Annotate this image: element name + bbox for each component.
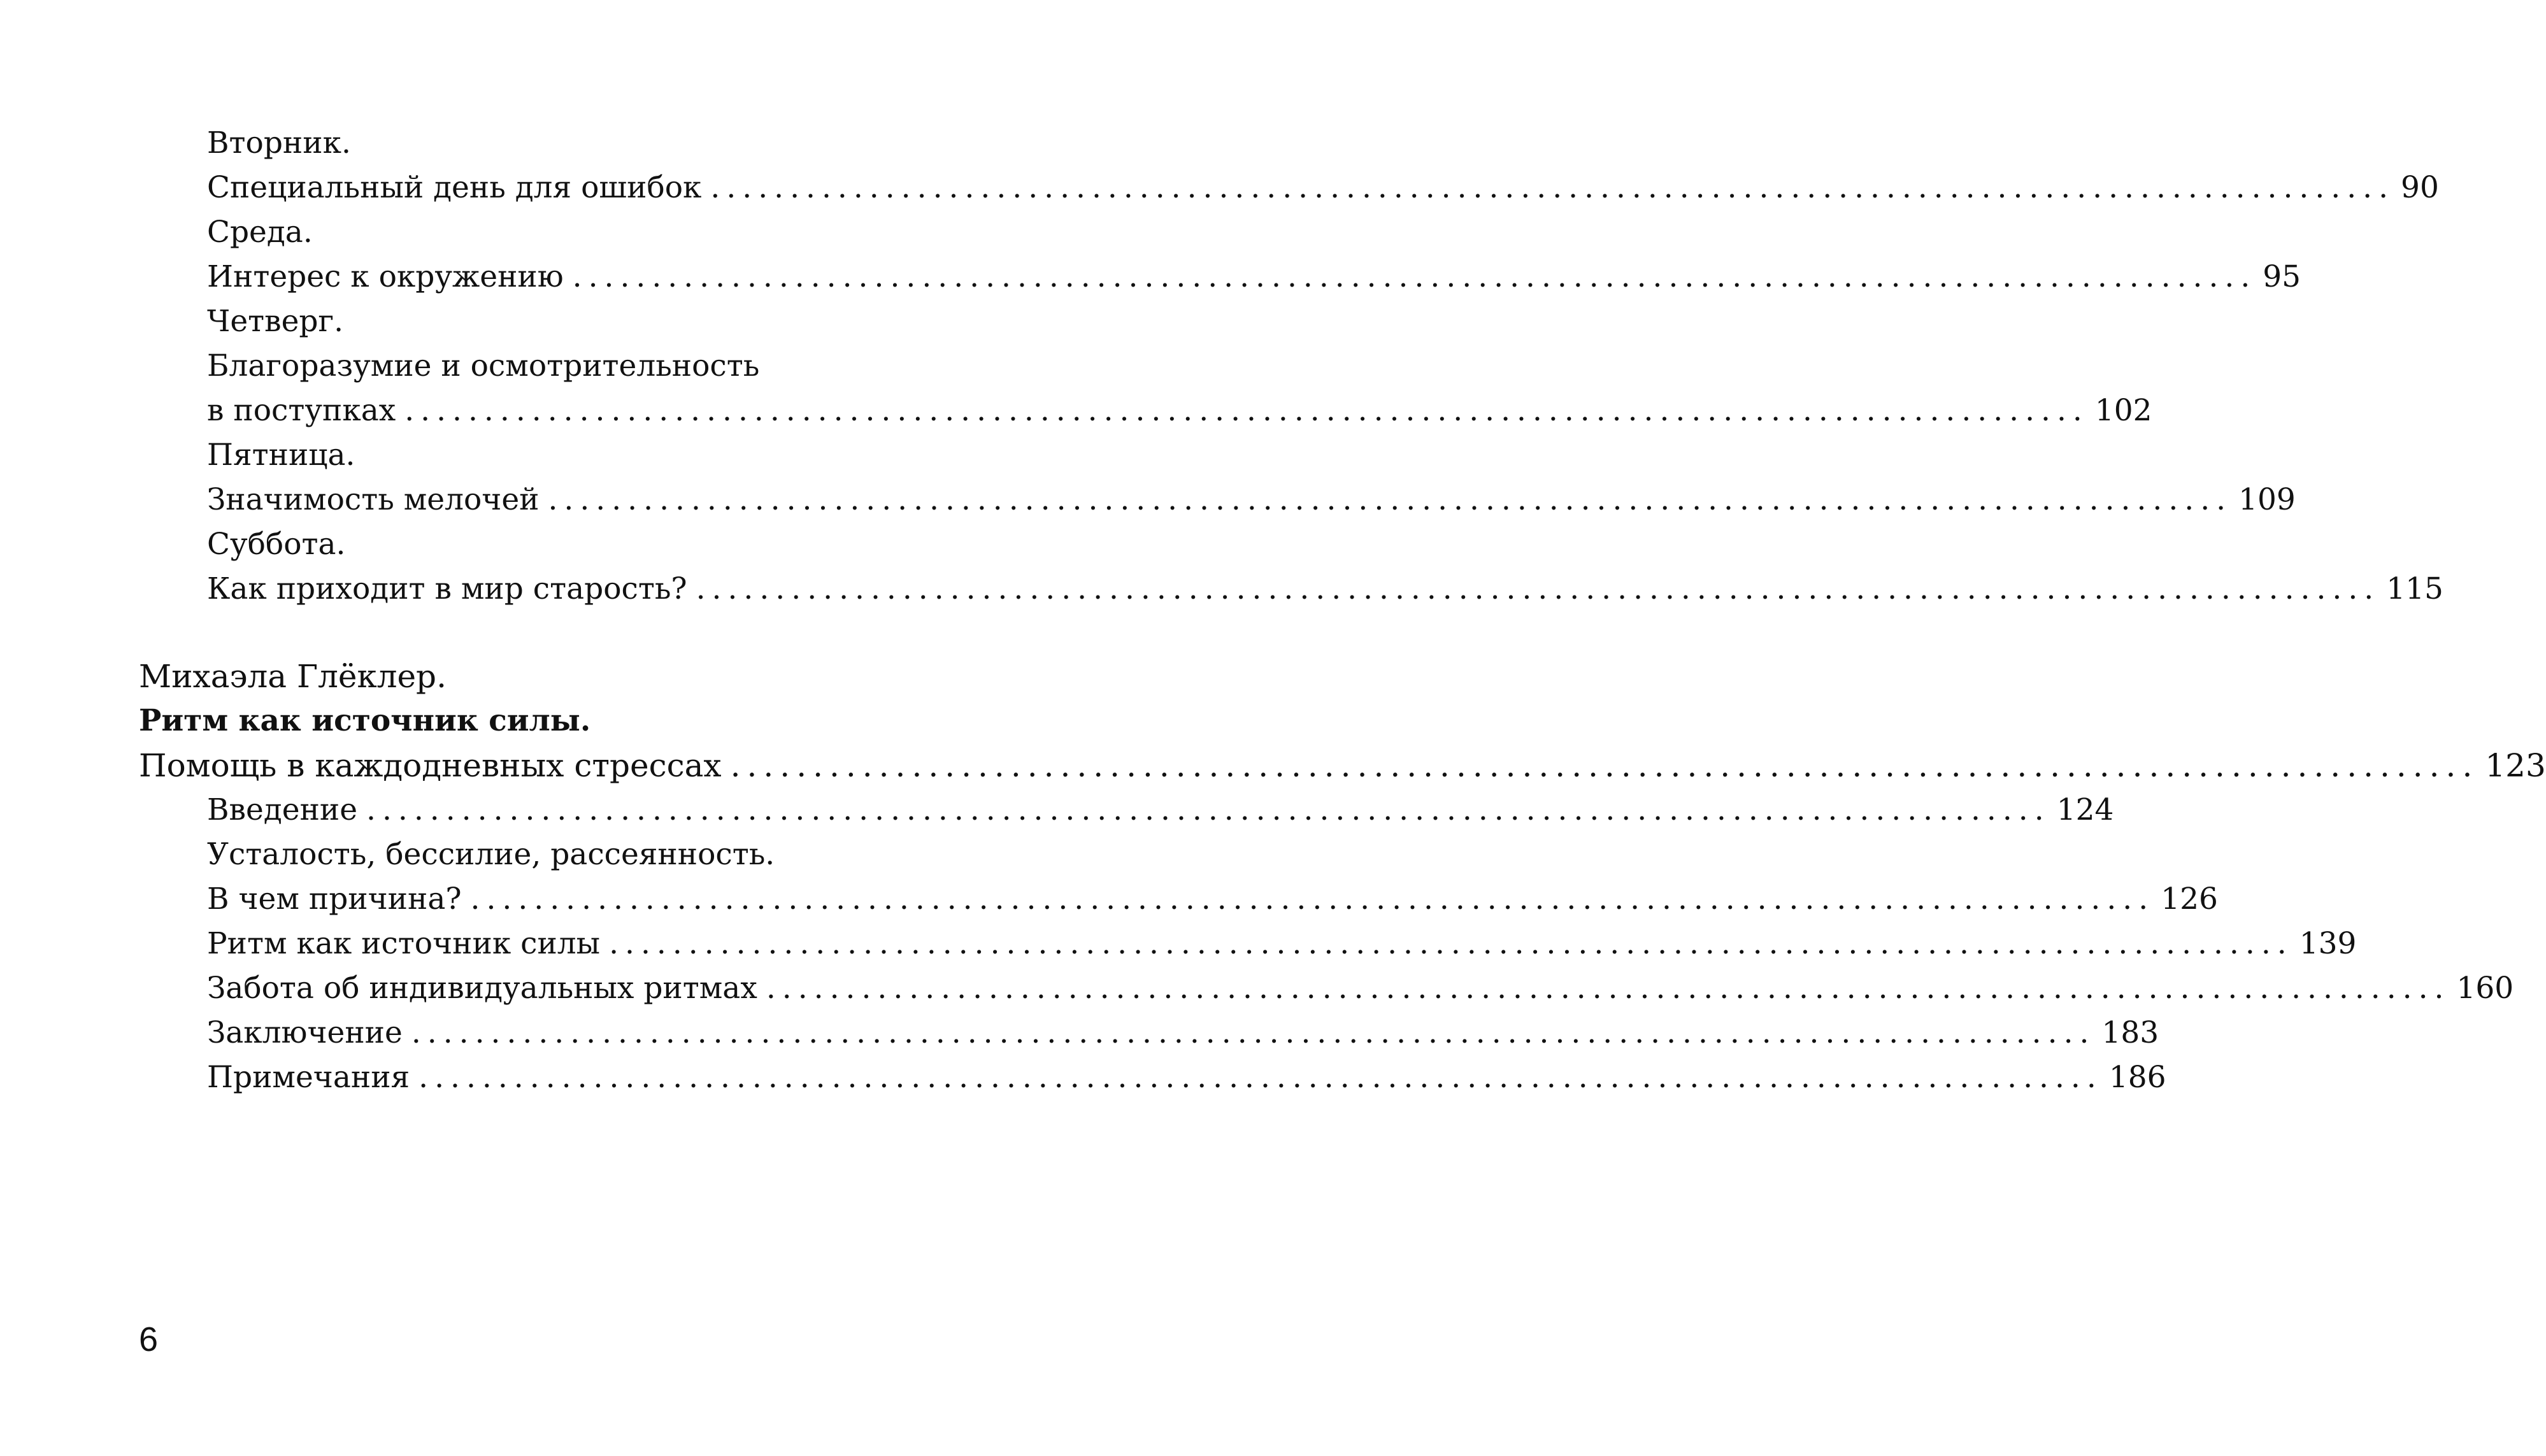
toc-entry-title: Забота об индивидуальных ритмах (207, 971, 757, 1006)
toc-page-number: 102 (2094, 393, 2152, 428)
dot-leader: .......................................................................................................... (730, 747, 2479, 784)
toc-heading-fatigue: Усталость, бессилие, рассеянность. (207, 837, 775, 872)
toc-entry-title: Интерес к окружению (207, 259, 564, 294)
toc-entry-title: Как приходит в мир старость? (207, 571, 687, 606)
toc-entry-introduction[interactable] (207, 788, 2114, 832)
toc-entry-interest[interactable] (207, 255, 2301, 299)
toc-heading-tuesday: Вторник. (207, 125, 351, 161)
toc-entry-mistakes-day[interactable] (207, 166, 2439, 210)
toc-entry-rhythm[interactable] (207, 922, 2357, 966)
dot-leader: .......................................................................................................... (411, 1015, 2096, 1050)
dot-leader: .......................................................................................................... (366, 792, 2050, 827)
toc-entry-individual-rhythms[interactable] (207, 966, 2514, 1011)
toc-heading-friday: Пятница. (207, 438, 355, 473)
toc-entry-title: Заключение (207, 1015, 403, 1050)
toc-page-number: 186 (2108, 1060, 2166, 1095)
toc-page-number: 183 (2101, 1015, 2159, 1050)
toc-page-number: 115 (2386, 571, 2443, 606)
dot-leader: .......................................................................................................... (710, 170, 2395, 205)
dot-leader: .......................................................................................................... (470, 881, 2155, 917)
page-number: 6 (139, 1320, 159, 1359)
toc-heading-wednesday: Среда. (207, 215, 313, 250)
toc-heading-thursday: Четверг. (207, 304, 344, 339)
toc-page-number: 123 (2485, 747, 2546, 784)
toc-entry-title: Помощь в каждодневных стрессах (139, 747, 722, 784)
dot-leader: .......................................................................................................... (418, 1060, 2103, 1095)
toc-entry-old-age[interactable] (207, 567, 2443, 611)
toc-author: Михаэла Глёклер. (139, 658, 447, 695)
dot-leader: .......................................................................................................... (404, 393, 2089, 428)
toc-entry-conclusion[interactable] (207, 1011, 2159, 1055)
dot-leader: .......................................................................................................... (609, 926, 2293, 961)
toc-entry-title: В чем причина? (207, 881, 462, 917)
toc-entry-title: Ритм как источник силы (207, 926, 601, 961)
toc-page-number: 160 (2456, 971, 2514, 1006)
toc-page-number: 126 (2161, 881, 2218, 917)
toc-entry-trifles[interactable] (207, 478, 2296, 522)
dot-leader: .......................................................................................................... (766, 971, 2450, 1006)
toc-heading-prudence: Благоразумие и осмотрительность (207, 348, 760, 383)
toc-page-number: 109 (2238, 482, 2296, 517)
toc-entry-title: Примечания (207, 1060, 410, 1095)
dot-leader: .......................................................................................................... (548, 482, 2233, 517)
toc-entry-title: в поступках (207, 393, 396, 428)
toc-page-number: 139 (2299, 926, 2357, 961)
toc-entry-cause[interactable] (207, 877, 2218, 922)
toc-entry-daily-stress[interactable] (139, 743, 2546, 788)
dot-leader: .......................................................................................................... (572, 259, 2257, 294)
toc-entry-title: Специальный день для ошибок (207, 170, 702, 205)
dot-leader: .......................................................................................................... (696, 571, 2380, 606)
toc-entry-title: Введение (207, 792, 358, 827)
toc-page-number: 95 (2263, 259, 2301, 294)
toc-page-number: 90 (2401, 170, 2439, 205)
toc-entry-prudence[interactable] (207, 389, 2152, 433)
toc-book-title: Ритм как источник силы. (139, 703, 591, 738)
toc-entry-title: Значимость мелочей (207, 482, 540, 517)
toc-heading-saturday: Суббота. (207, 527, 346, 562)
toc-entry-notes[interactable] (207, 1055, 2166, 1100)
toc-page-number: 124 (2056, 792, 2114, 827)
